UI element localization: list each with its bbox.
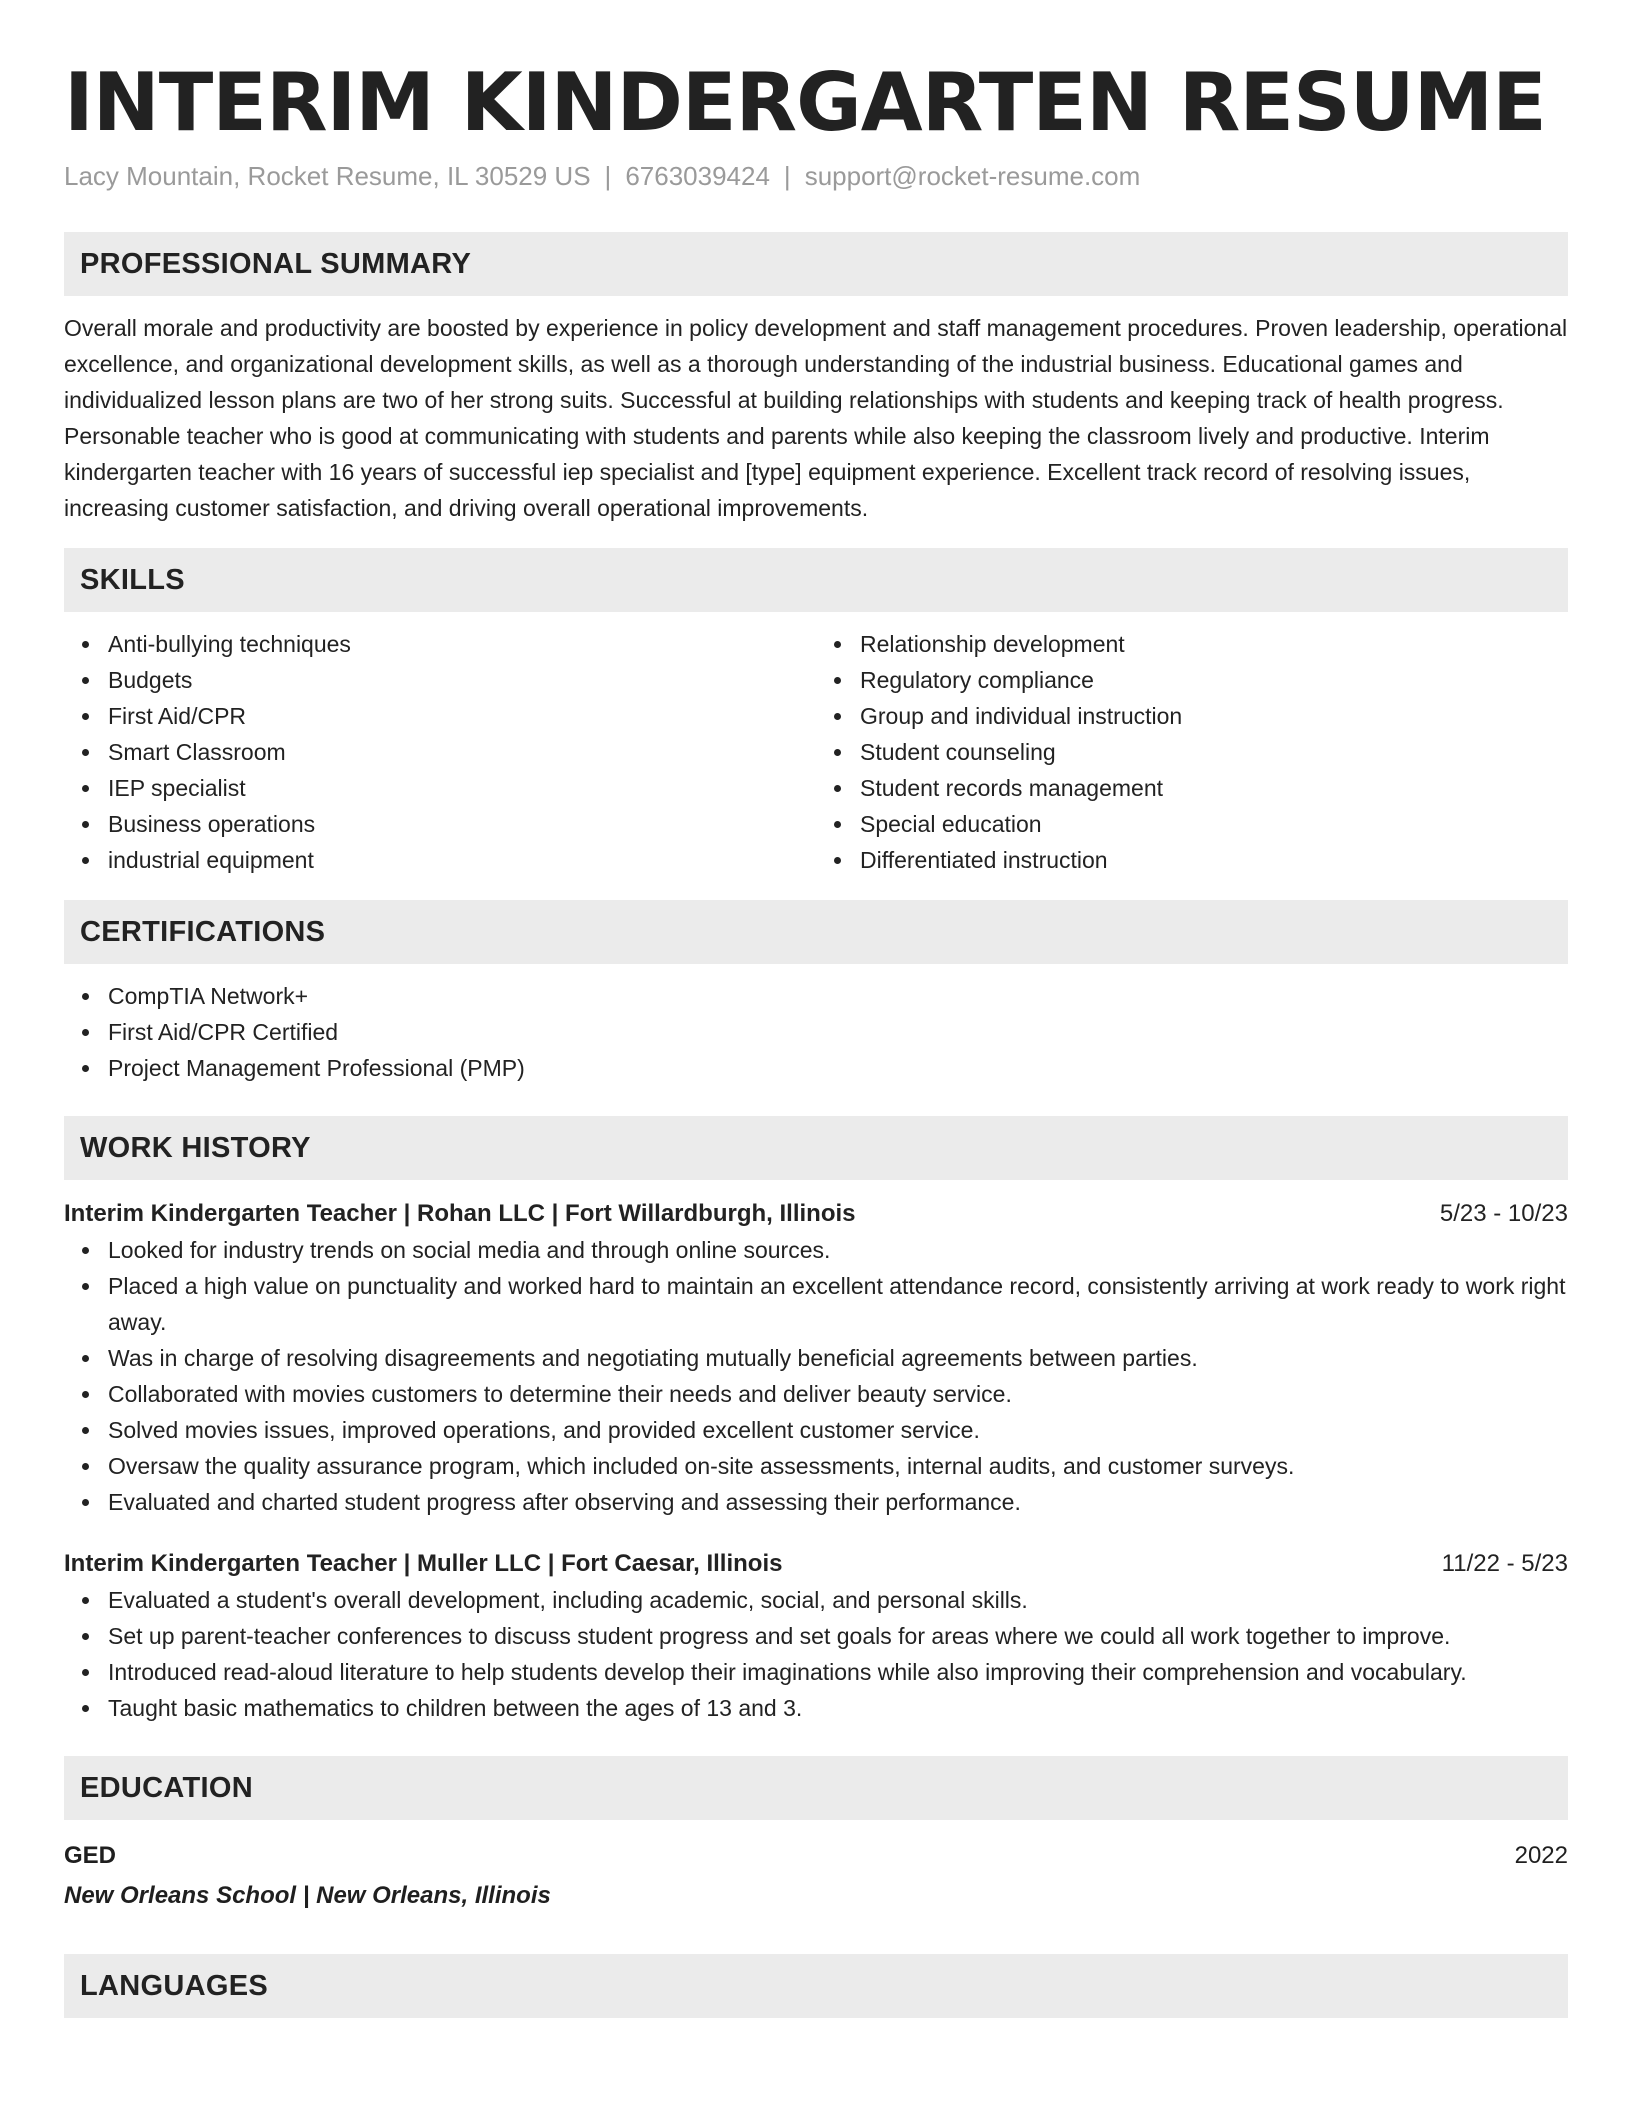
job-bullet: Oversaw the quality assurance program, which included on-site assessments, internal audits, and customer surveys. [108, 1448, 1568, 1484]
skill-item: IEP specialist [108, 770, 816, 806]
summary-heading: PROFESSIONAL SUMMARY [64, 232, 1568, 296]
resume-page [64, 48, 1568, 2018]
contact-address: Lacy Mountain, Rocket Resume, IL 30529 US [64, 161, 591, 191]
summary-text: Overall morale and productivity are boosted by experience in policy development and staff management procedures. Proven leadership, operational excellence, and organizational development skills, as well as a thorough understanding of the industrial business. Educational games and individualized lesson plans are two of her strong suits. Successful at building relationships with students and keeping track of health progress. Personable teacher who is good at communicating with students and parents while also keeping the classroom lively and productive. Interim kindergarten teacher with 16 years of successful iep specialist and [type] equipment experience. Excellent track record of resolving issues, increasing customer satisfaction, and driving overall operational improvements. [64, 315, 1568, 521]
certification-item: CompTIA Network+ [108, 978, 1568, 1014]
job-bullet: Introduced read-aloud literature to help students develop their imaginations while also improving their comprehension and vocabulary. [108, 1654, 1568, 1690]
certifications-list [64, 978, 1568, 1086]
job-title: Interim Kindergarten Teacher | Muller LLC | Fort Caesar, Illinois [64, 1550, 783, 1577]
job-bullet: Evaluated and charted student progress after observing and assessing their performance. [108, 1484, 1568, 1520]
job-bullet: Placed a high value on punctuality and worked hard to maintain an excellent attendance record, consistently arriving at work ready to work right away. [108, 1268, 1568, 1340]
certifications-heading: CERTIFICATIONS [64, 900, 1568, 964]
education-heading: EDUCATION [64, 1756, 1568, 1820]
skill-item: Smart Classroom [108, 734, 816, 770]
skills-column-right [816, 626, 1568, 878]
job-bullet: Was in charge of resolving disagreements and negotiating mutually beneficial agreements between parties. [108, 1340, 1568, 1376]
job-bullet: Taught basic mathematics to children between the ages of 13 and 3. [108, 1690, 1568, 1726]
job-bullets [64, 1582, 1568, 1726]
skills-heading: SKILLS [64, 548, 1568, 612]
certification-item: Project Management Professional (PMP) [108, 1050, 1568, 1086]
contact-line [64, 158, 1568, 194]
skill-item: Special education [860, 806, 1568, 842]
contact-separator: | [783, 161, 791, 191]
job-bullet: Collaborated with movies customers to determine their needs and deliver beauty service. [108, 1376, 1568, 1412]
resume-title: INTERIM KINDERGARTEN RESUME [64, 56, 1546, 149]
job-bullet: Solved movies issues, improved operations, and provided excellent customer service. [108, 1412, 1568, 1448]
skill-item: Relationship development [860, 626, 1568, 662]
job-dates: 5/23 - 10/23 [1439, 1200, 1568, 1227]
skills-list [64, 626, 1568, 878]
education-header [64, 1838, 1568, 1874]
skill-item: First Aid/CPR [108, 698, 816, 734]
education-degree: GED [64, 1842, 117, 1869]
skills-column-left [64, 626, 816, 878]
education-school: New Orleans School | New Orleans, Illinois [64, 1882, 551, 1909]
job-header [64, 1546, 1568, 1582]
contact-separator: | [604, 161, 612, 191]
job-entry [64, 1546, 1568, 1726]
job-bullets [64, 1232, 1568, 1520]
skill-item: Differentiated instruction [860, 842, 1568, 878]
job-dates: 11/22 - 5/23 [1441, 1550, 1568, 1577]
job-title: Interim Kindergarten Teacher | Rohan LLC | Fort Willardburgh, Illinois [64, 1200, 856, 1227]
job-bullet: Looked for industry trends on social media and through online sources. [108, 1232, 1568, 1268]
skill-item: Student records management [860, 770, 1568, 806]
skill-item: industrial equipment [108, 842, 816, 878]
skill-item: Business operations [108, 806, 816, 842]
contact-email: support@rocket-resume.com [804, 161, 1141, 191]
contact-phone: 6763039424 [625, 161, 770, 191]
job-bullet: Evaluated a student's overall development, including academic, social, and personal skills. [108, 1582, 1568, 1618]
languages-heading: LANGUAGES [64, 1954, 1568, 2018]
skill-item: Student counseling [860, 734, 1568, 770]
skill-item: Budgets [108, 662, 816, 698]
skill-item: Regulatory compliance [860, 662, 1568, 698]
education-year: 2022 [1514, 1842, 1568, 1869]
skill-item: Group and individual instruction [860, 698, 1568, 734]
job-header [64, 1196, 1568, 1232]
skill-item: Anti-bullying techniques [108, 626, 816, 662]
job-entry [64, 1196, 1568, 1520]
work-history-heading: WORK HISTORY [64, 1116, 1568, 1180]
job-bullet: Set up parent-teacher conferences to discuss student progress and set goals for areas where we could all work together to improve. [108, 1618, 1568, 1654]
certification-item: First Aid/CPR Certified [108, 1014, 1568, 1050]
